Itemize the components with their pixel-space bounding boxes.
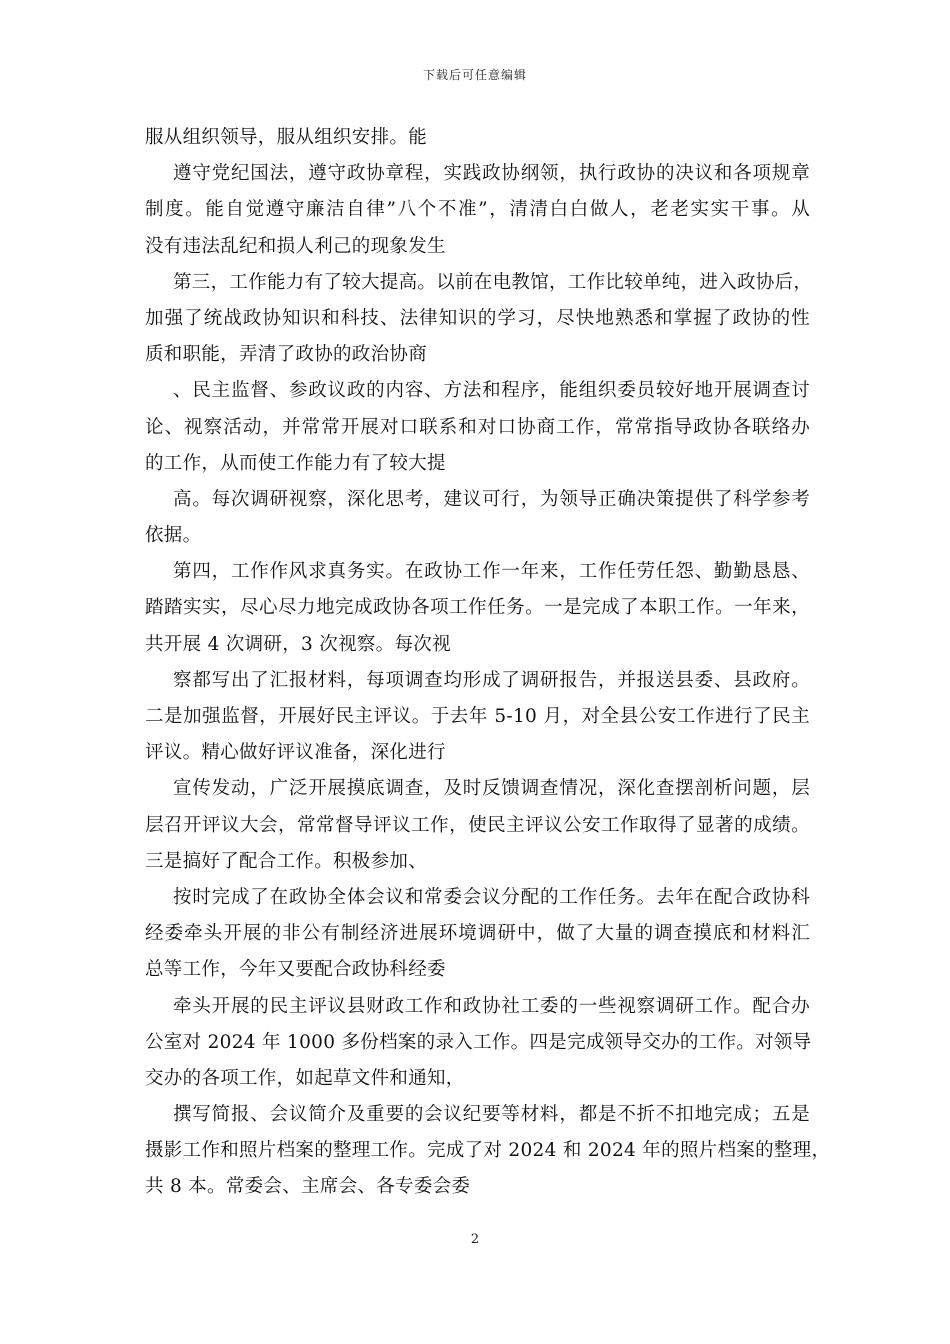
text-line: 、民主监督、参政议政的内容、方法和程序，能组织委员较好地开展调查讨 — [173, 380, 810, 402]
text-line: 服从组织领导，服从组织安排。能 — [145, 127, 428, 148]
text-line: 三是搞好了配合工作。积极参加、 — [145, 850, 428, 872]
page-header: 下载后可任意编辑 — [422, 68, 527, 82]
text-line: 评议。精心做好评议准备，深化进行 — [145, 742, 446, 764]
text-line: 制度。能自觉遵守廉洁自律”八个不准”，清清白白做人，老老实实干事。从 — [145, 199, 810, 221]
text-line: 第四，工作作风求真务实。在政协工作一年来，工作任劳任怨、勤勤恳恳、 — [173, 561, 810, 583]
text-line: 二是加强监督，开展好民主评议。于去年 5-10 月，对全县公安工作进行了民主 — [145, 706, 810, 727]
text-line: 第三，工作能力有了较大提高。以前在电教馆，工作比较单纯，进入政协后， — [173, 271, 813, 293]
text-line: 踏踏实实，尽心尽力地完成政协各项工作任务。一是完成了本职工作。一年来， — [145, 597, 810, 619]
document-body — [145, 120, 831, 1206]
text-line: 经委牵头开展的非公有制经济进展环境调研中，做了大量的调查摸底和材料汇 — [145, 923, 810, 945]
text-line: 交办的各项工作，如起草文件和通知， — [145, 1067, 465, 1089]
text-line: 层召开评议大会，常常督导评议工作，使民主评议公安工作取得了显著的成绩。 — [145, 814, 810, 836]
text-line: 依据。 — [145, 525, 202, 547]
text-line: 公室对 2024 年 1000 多份档案的录入工作。四是完成领导交办的工作。对领导 — [145, 1031, 812, 1053]
text-line: 共开展 4 次调研，3 次视察。每次视 — [145, 633, 451, 655]
text-line: 遵守党纪国法，遵守政协章程，实践政协纲领，执行政协的决议和各项规章 — [173, 163, 810, 185]
text-line: 按时完成了在政协全体会议和常委会议分配的工作任务。去年在配合政协科 — [173, 886, 810, 908]
text-line: 的工作，从而使工作能力有了较大提 — [145, 452, 446, 474]
text-line: 摄影工作和照片档案的整理工作。完成了对 2024 和 2024 年的照片档案的整理， — [145, 1140, 831, 1162]
text-line: 牵头开展的民主评议县财政工作和政协社工委的一些视察调研工作。配合办 — [173, 995, 810, 1017]
text-line: 撰写简报、会议简介及重要的会议纪要等材料，都是不折不扣地完成；五是 — [173, 1104, 810, 1126]
page-number: 2 — [470, 1232, 480, 1247]
text-line: 总等工作，今年又要配合政协科经委 — [145, 959, 446, 981]
text-line: 高。每次调研视察，深化思考，建议可行，为领导正确决策提供了科学参考 — [173, 488, 810, 510]
text-line: 共 8 本。常委会、主席会、各专委会委 — [145, 1176, 471, 1198]
text-line: 没有违法乱纪和损人利己的现象发生 — [145, 235, 446, 257]
text-line: 察都写出了汇报材料，每项调查均形成了调研报告，并报送县委、县政府。 — [173, 669, 810, 691]
text-line: 质和职能，弄清了政协的政治协商 — [145, 344, 428, 366]
text-line: 宣传发动，广泛开展摸底调查，及时反馈调查情况，深化查摆剖析问题，层 — [173, 778, 810, 800]
text-line: 加强了统战政协知识和科技、法律知识的学习，尽快地熟悉和掌握了政协的性 — [145, 307, 810, 329]
text-line: 论、视察活动，并常常开展对口联系和对口协商工作，常常指导政协各联络办 — [145, 416, 810, 438]
